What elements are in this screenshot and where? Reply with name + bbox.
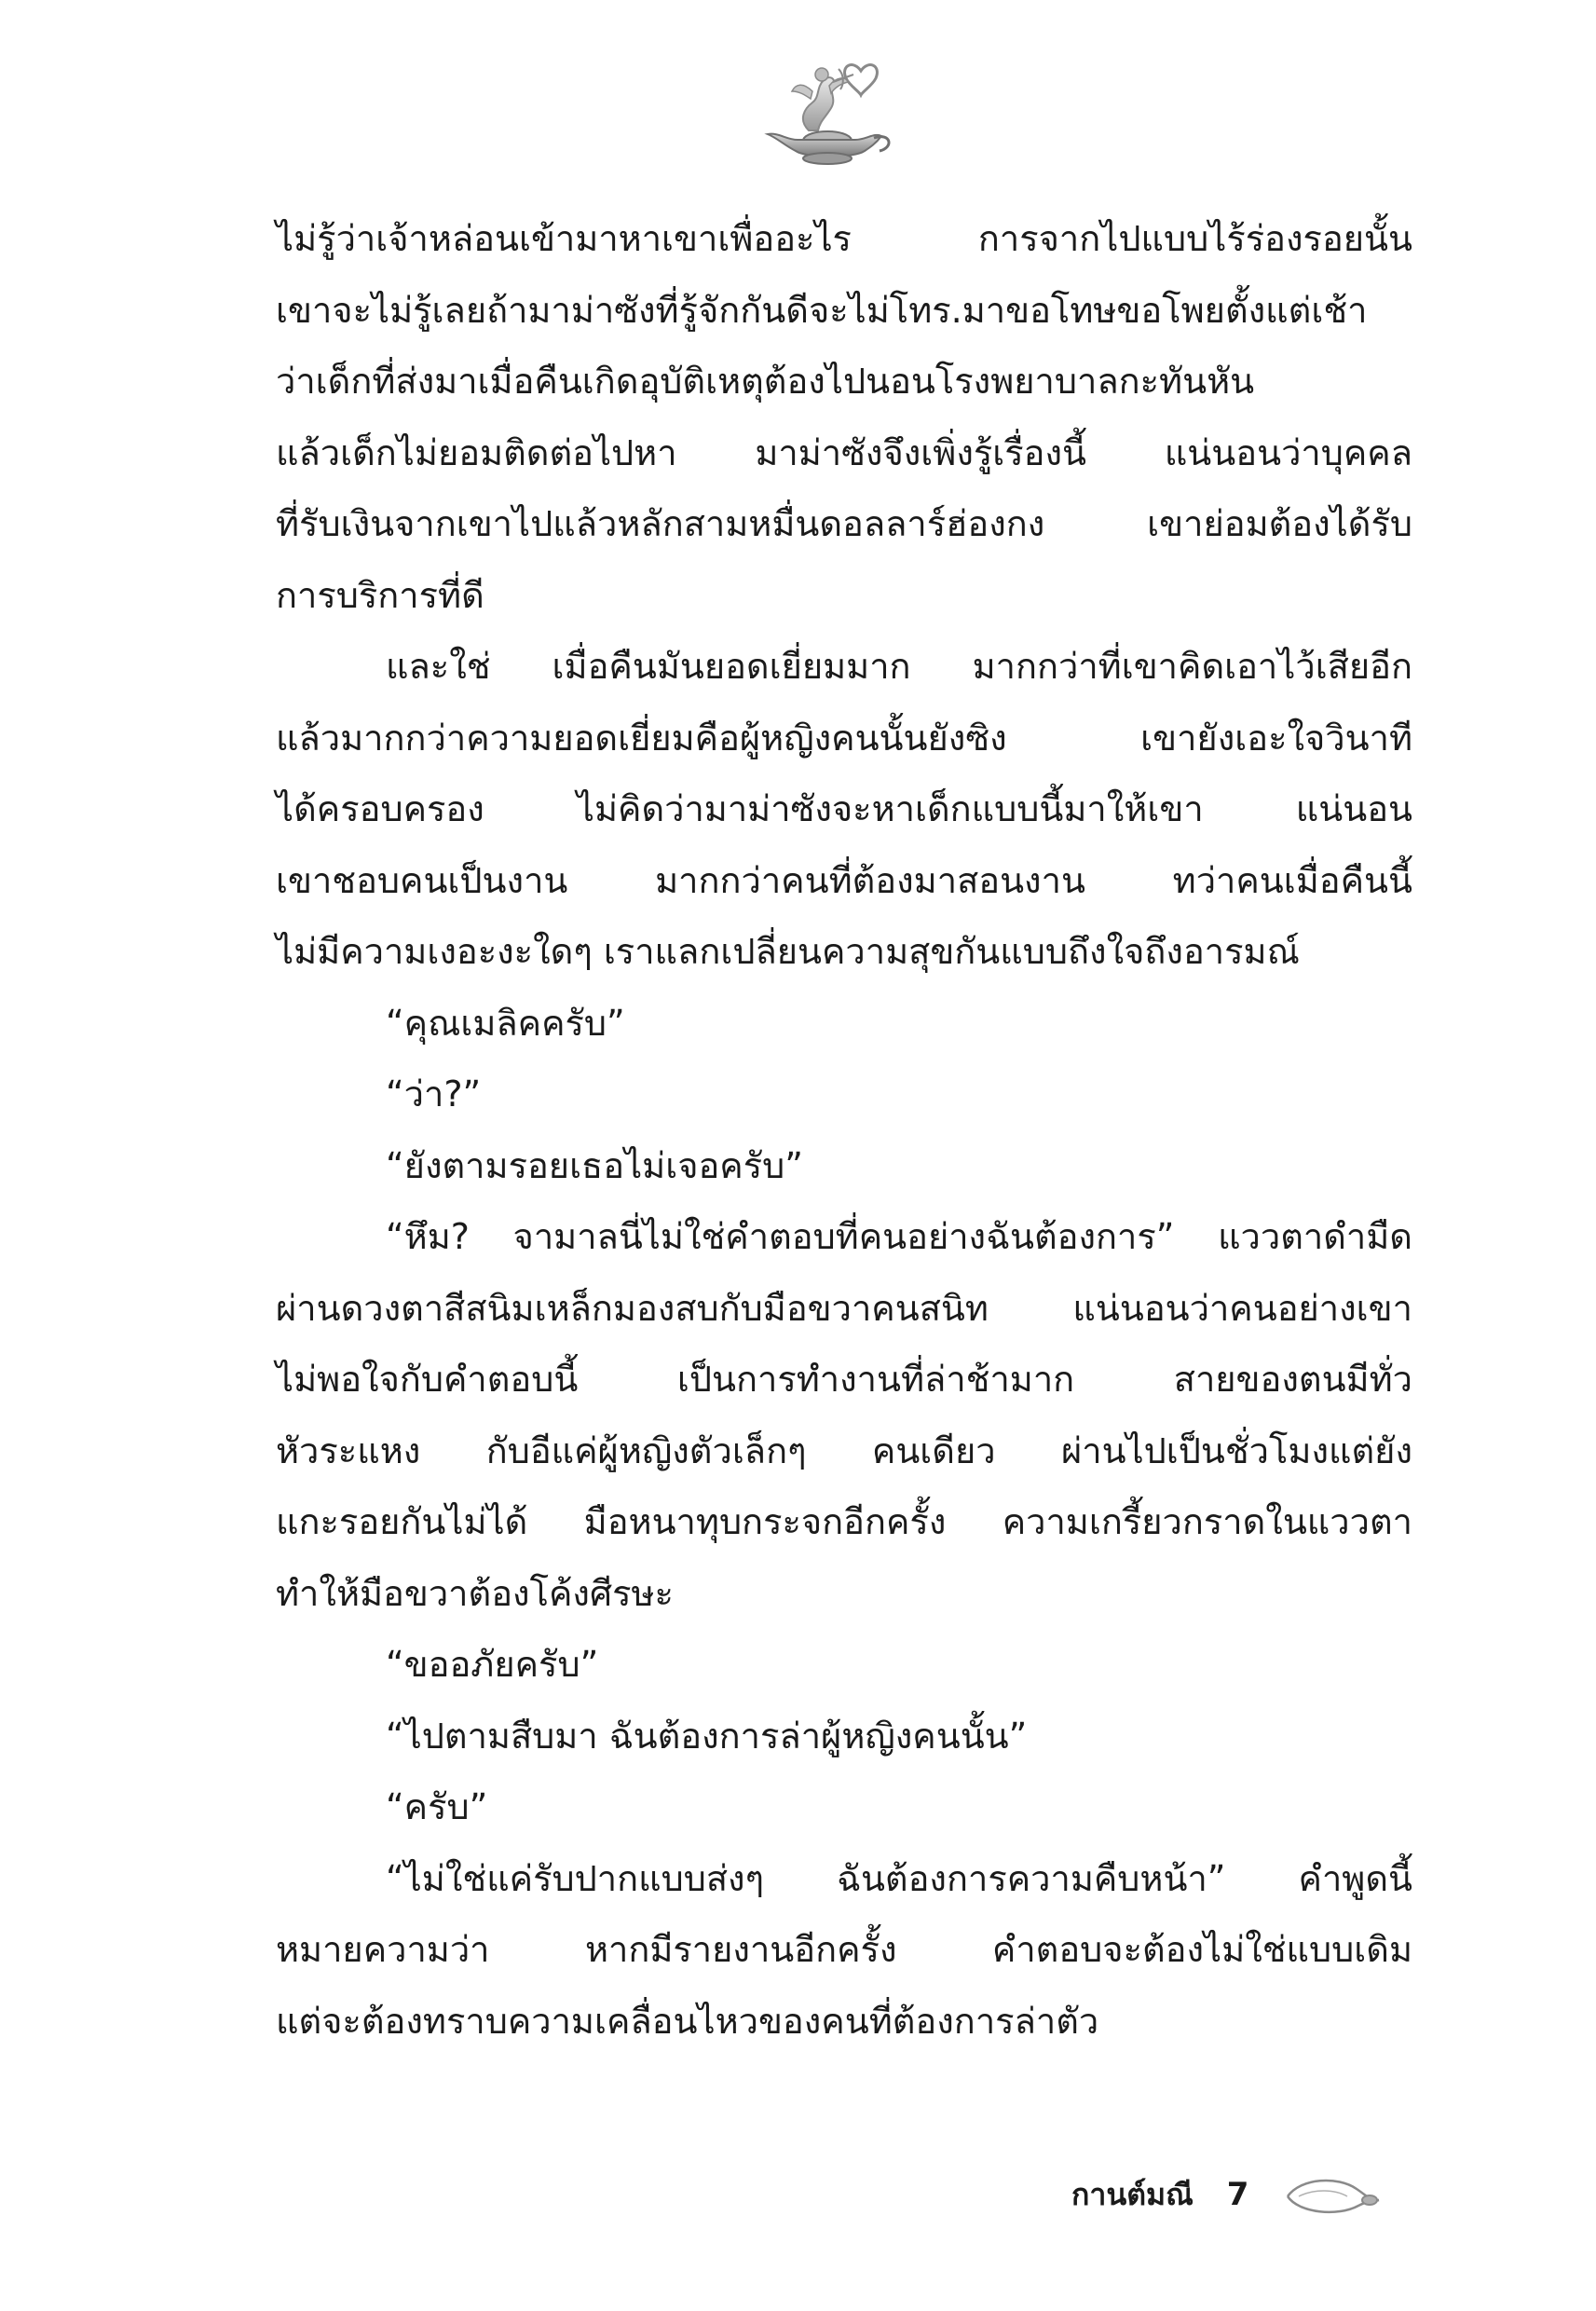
text-line: ที่รับเงินจากเขาไปแล้วหลักสามหมื่นดอลลาร์ฮ่องกง เขาย่อมต้องได้รับ (276, 503, 1412, 544)
text-line: เขาจะไม่รู้เลยถ้ามาม่าซังที่รู้จักกันดีจะไม่โทร.มาขอโทษขอโพยตั้งแต่เช้า (276, 289, 1368, 331)
text-line: แต่จะต้องทราบความเคลื่อนไหวของคนที่ต้องการล่าตัว (276, 2000, 1099, 2042)
lamp-outline-icon (1282, 2168, 1385, 2221)
text-line: ทำให้มือขวาต้องโค้งศีรษะ (276, 1572, 674, 1614)
text-line: “ไปตามสืบมา ฉันต้องการล่าผู้หญิงคนนั้น” (386, 1715, 1028, 1757)
text-line: ไม่พอใจกับคำตอบนี้ เป็นการทำงานที่ล่าช้ามาก สายของตนมีทั่ว (276, 1359, 1412, 1400)
text-line: หมายความว่า หากมีรายงานอีกครั้ง คำตอบจะต้องไม่ใช่แบบเดิม (276, 1929, 1412, 1970)
text-line: “ขออภัยครับ” (386, 1644, 599, 1685)
text-line: “ครับ” (386, 1786, 488, 1827)
text-line: ไม่มีความเงอะงะใดๆ เราแลกเปลี่ยนความสุขกันแบบถึงใจถึงอารมณ์ (276, 931, 1300, 972)
text-line: แกะรอยกันไม่ได้ มือหนาทุบกระจกอีกครั้ง ความเกรี้ยวกราดในแววตา (276, 1501, 1412, 1542)
text-line: “ว่า?” (386, 1073, 482, 1114)
text-line: “คุณเมลิคครับ” (386, 1002, 625, 1044)
text-line: ว่าเด็กที่ส่งมาเมื่อคืนเกิดอุบัติเหตุต้องไปนอนโรงพยาบาลกะทันหัน (276, 361, 1255, 402)
page-number: 7 (1226, 2176, 1249, 2213)
book-title: กานต์มณี (1071, 2176, 1194, 2212)
text-line: “ไม่ใช่แค่รับปากแบบส่งๆ ฉันต้องการความคืบหน้า” คำพูดนี้ (386, 1857, 1412, 1899)
page-footer (1071, 2162, 1444, 2227)
text-line: ไม่รู้ว่าเจ้าหล่อนเข้ามาหาเขาเพื่ออะไร การจากไปแบบไร้ร่องรอยนั้น (276, 218, 1412, 259)
text-line: การบริการที่ดี (276, 574, 484, 616)
body-text (276, 203, 1412, 2057)
text-line: แล้วมากกว่าความยอดเยี่ยมคือผู้หญิงคนนั้นยังซิง เขายังเอะใจวินาที (276, 717, 1412, 759)
genie-lamp-cupid-icon (751, 54, 900, 171)
text-line: ผ่านดวงตาสีสนิมเหล็กมองสบกับมือขวาคนสนิท แน่นอนว่าคนอย่างเขา (276, 1287, 1412, 1329)
text-line: หัวระแหง กับอีแค่ผู้หญิงตัวเล็กๆ คนเดียว ผ่านไปเป็นชั่วโมงแต่ยัง (276, 1429, 1412, 1471)
text-line: เขาชอบคนเป็นงาน มากกว่าคนที่ต้องมาสอนงาน ทว่าคนเมื่อคืนนี้ (276, 859, 1412, 901)
text-line: “หึม? จามาลนี่ไม่ใช่คำตอบที่คนอย่างฉันต้องการ” แววตาดำมืด (386, 1216, 1412, 1257)
text-line: และใช่ เมื่อคืนมันยอดเยี่ยมมาก มากกว่าที่เขาคิดเอาไว้เสียอีก (386, 646, 1412, 687)
text-line: แล้วเด็กไม่ยอมติดต่อไปหา มาม่าซังจึงเพิ่งรู้เรื่องนี้ แน่นอนว่าบุคคล (276, 431, 1412, 473)
text-line: ได้ครอบครอง ไม่คิดว่ามาม่าซังจะหาเด็กแบบนี้มาให้เขา แน่นอน (276, 788, 1412, 829)
text-line: “ยังตามรอยเธอไม่เจอครับ” (386, 1144, 803, 1186)
